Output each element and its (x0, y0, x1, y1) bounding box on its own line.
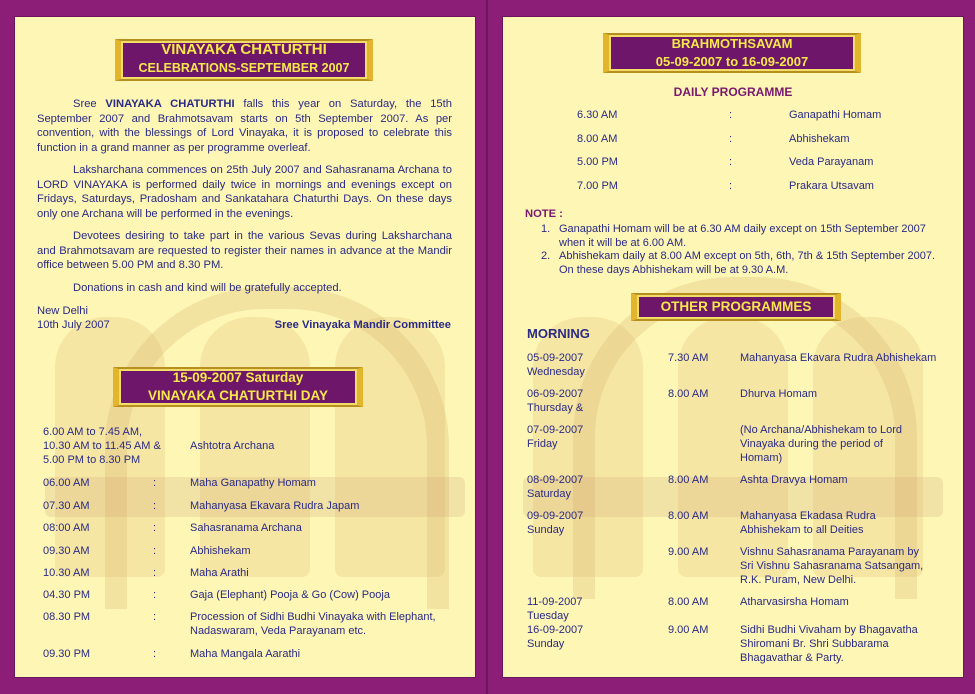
programme-event: Ashta Dravya Homam (740, 474, 848, 486)
left-page (14, 16, 476, 678)
note-text: Ganapathi Homam will be at 6.30 AM daily except on 15th September 2007 when it will be at 6.00 AM. (559, 223, 926, 249)
chaturthi-day-banner (113, 367, 363, 407)
note-item (541, 222, 951, 250)
programme-time: 7.30 AM (668, 352, 709, 364)
morning-heading: MORNING (527, 326, 590, 341)
brahmothsavam-dates: 05-09-2007 to 16-09-2007 (655, 54, 809, 69)
schedule-time: 06.00 AM (43, 477, 90, 489)
daily-sep: : (729, 156, 733, 168)
schedule-event: Gaja (Elephant) Pooja & Go (Cow) Pooja (190, 589, 390, 601)
note-item (541, 249, 951, 277)
daily-time: 7.00 PM (577, 179, 618, 192)
daily-time: 6.30 AM (577, 109, 618, 121)
programme-date: 11-09-2007 Tuesday (527, 596, 583, 622)
devotees-paragraph: Devotees desiring to take part in the various Sevas during Laksharchana and Brahmotsavam are requested to register their names in advance at the Mandir office between 5.00 PM and 8.30 PM. (37, 230, 452, 271)
day-line1: 15-09-2007 Saturday (172, 370, 304, 385)
day-line2: VINAYAKA CHATURTHI DAY (147, 388, 329, 403)
daily-time: 8.00 AM (577, 132, 618, 145)
schedule-sep: : (153, 477, 157, 489)
other-programmes-title: OTHER PROGRAMMES (660, 299, 812, 314)
daily-sep: : (729, 179, 733, 192)
schedule-time: 04.30 PM (43, 589, 91, 601)
signature: Sree Vinayaka Mandir Committee (274, 319, 451, 331)
schedule-event: Maha Ganapathy Homam (190, 477, 316, 489)
schedule-sep: : (153, 648, 157, 660)
schedule-sep: : (153, 545, 157, 557)
programme-date: 09-09-2007 Sunday (527, 510, 584, 536)
schedule-event: Sahasranama Archana (190, 522, 302, 534)
donations-paragraph: Donations in cash and kind will be gratefully accepted. (73, 281, 342, 294)
daily-event: Ganapathi Homam (789, 109, 882, 121)
schedule-first-time: 6.00 AM to 7.45 AM, 10.30 AM to 11.45 AM & 5.00 PM to 8.30 PM (43, 426, 161, 466)
schedule-event: Procession of Sidhi Budhi Vinayaka with Elephant, Nadaswaram, Veda Parayanam etc. (190, 611, 436, 637)
programme-date: 06-09-2007 Thursday & (527, 388, 584, 414)
schedule-first-event: Ashtotra Archana (190, 440, 275, 452)
p1-post: falls this year on Saturday, the 15th September 2007 and Brahmotsavam starts on 5th September 2007. As per convention, with the blessings of Lord Vinayaka, it is proposed to celebrate this function in a grand manner as per programme overleaf. (37, 98, 452, 154)
programme-time: 9.00 AM (668, 624, 709, 636)
programme-time: 8.00 AM (668, 510, 709, 522)
programme-event: Atharvasirsha Homam (740, 596, 849, 608)
programme-date: 16-09-2007 Sunday (527, 624, 584, 650)
schedule-event: Maha Mangala Aarathi (190, 648, 301, 660)
title-banner (115, 39, 373, 81)
programme-row (527, 545, 947, 589)
intro-text (37, 97, 452, 295)
daily-row (577, 179, 937, 195)
programme-date: 07-09-2007 Friday (527, 424, 584, 450)
programme-time: 8.00 AM (668, 388, 709, 400)
daily-row (577, 155, 937, 171)
schedule-sep: : (153, 567, 157, 579)
other-programmes-banner (631, 293, 841, 321)
schedule-event: Abhishekam (190, 545, 251, 557)
note-text: Abhishekam daily at 8.00 AM except on 5th, 6th, 7th & 15th September 2007. On these days Abhishekam will be at 9.30 A.M. (559, 250, 936, 276)
daily-event: Abhishekam (789, 132, 850, 145)
title-line1: VINAYAKA CHATURTHI (161, 41, 327, 58)
daily-row (577, 132, 937, 148)
schedule-time: 09.30 PM (43, 648, 91, 660)
schedule-row (43, 647, 463, 677)
daily-event: Prakara Utsavam (789, 179, 874, 192)
programme-event: Vishnu Sahasranama Parayanam by Sri Vishnu Sahasranama Satsangam, R.K. Puram, New Delhi. (740, 546, 924, 586)
programme-event: Sidhi Budhi Vivaham by Bhagavatha Shiromani Br. Shri Subbarama Bhagavathar & Party. (740, 624, 918, 664)
daily-programme-title: DAILY PROGRAMME (673, 85, 793, 99)
right-page (502, 16, 964, 678)
programme-date: 08-09-2007 Saturday (527, 474, 584, 500)
schedule-row (43, 610, 463, 640)
laksharchana-paragraph: Laksharchana commences on 25th July 2007 and Sahasranama Archana to LORD VINAYAKA is performed daily twice in mornings and evenings except on Fridays, Saturdays, Pradosham and Sankatahara Chaturthi Days. On these days only one Archana will be performed in the evenings. (37, 164, 452, 220)
p1-bold: VINAYAKA CHATURTHI (105, 98, 235, 110)
page-fold (486, 0, 488, 694)
programme-event: Mahanyasa Ekavara Rudra Abhishekam (740, 352, 937, 364)
place: New Delhi (37, 305, 88, 317)
daily-sep: : (729, 109, 733, 121)
p1-pre: Sree (73, 98, 106, 110)
daily-event: Veda Parayanam (789, 156, 874, 168)
schedule-time: 09.30 AM (43, 545, 90, 557)
daily-row (577, 108, 937, 124)
schedule-first-row (43, 425, 463, 469)
note-number: 2. (541, 250, 551, 262)
programme-event: (No Archana/Abhishekam to Lord Vinayaka during the period of Homam) (740, 424, 903, 464)
intro-paragraph (37, 97, 452, 155)
programme-time: 8.00 AM (668, 474, 709, 486)
programme-row (527, 423, 947, 467)
schedule-sep: : (153, 589, 157, 601)
schedule-time: 07.30 AM (43, 500, 90, 512)
note-label: NOTE : (525, 208, 563, 220)
programme-time: 9.00 AM (668, 546, 709, 558)
schedule-time: 08:00 AM (43, 522, 90, 534)
schedule-time: 08.30 PM (43, 611, 91, 623)
programme-event: Mahanyasa Ekadasa Rudra Abhishekam to all Deities (740, 510, 876, 536)
schedule-event: Maha Arathi (190, 567, 249, 579)
note-number: 1. (541, 223, 551, 235)
title-line2: CELEBRATIONS-SEPTEMBER 2007 (138, 61, 350, 75)
brahmothsavam-title: BRAHMOTHSAVAM (671, 36, 793, 51)
daily-time: 5.00 PM (577, 156, 618, 168)
schedule-event: Mahanyasa Ekavara Rudra Japam (190, 500, 360, 512)
schedule-sep: : (153, 500, 157, 512)
schedule-sep: : (153, 611, 157, 623)
issue-date: 10th July 2007 (37, 319, 110, 331)
programme-row (527, 623, 947, 667)
programme-date: 05-09-2007 Wednesday (527, 352, 585, 378)
schedule-time: 10.30 AM (43, 567, 90, 579)
daily-sep: : (729, 132, 733, 145)
schedule-sep: : (153, 522, 157, 534)
brahmothsavam-banner (603, 33, 861, 73)
programme-event: Dhurva Homam (740, 388, 818, 400)
programme-time: 8.00 AM (668, 596, 709, 608)
